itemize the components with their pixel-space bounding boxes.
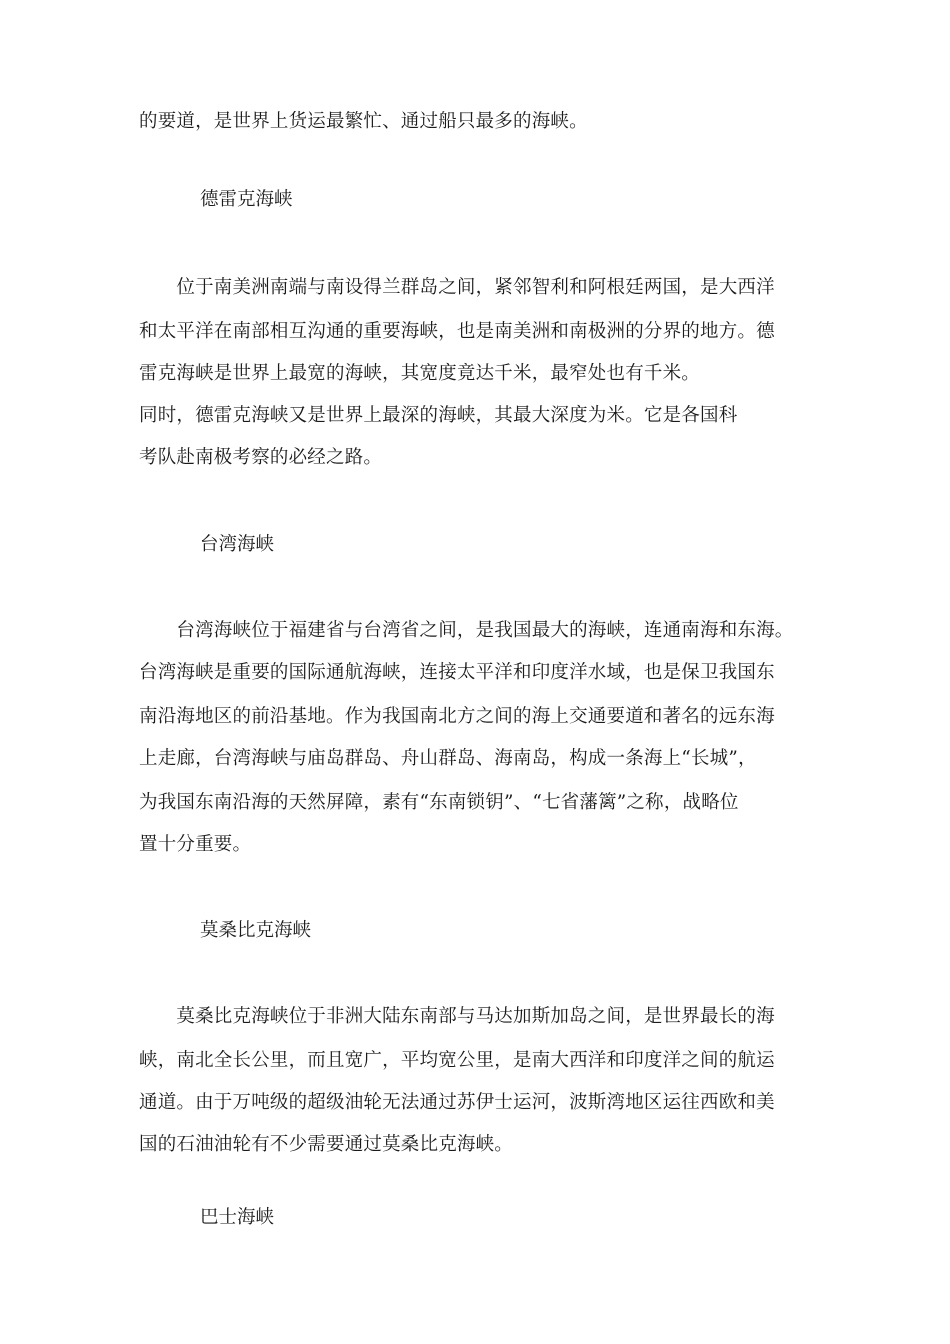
section-heading-bashi-channel: 巴士海峡	[200, 1207, 275, 1228]
section-heading-mozambique-channel: 莫桑比克海峡	[200, 920, 312, 941]
paragraph-line: 上走廊，台湾海峡与庙岛群岛、舟山群岛、海南岛，构成一条海上“长城”，	[139, 748, 757, 769]
paragraph-line: 莫桑比克海峡位于非洲大陆东南部与马达加斯加岛之间，是世界最长的海	[139, 1006, 775, 1027]
paragraph-line: 峡，南北全长公里，而且宽广，平均宽公里，是南大西洋和印度洋之间的航运	[139, 1050, 775, 1071]
paragraph-line: 南沿海地区的前沿基地。作为我国南北方之间的海上交通要道和著名的远东海	[139, 706, 775, 727]
paragraph-line: 为我国东南沿海的天然屏障，素有“东南锁钥”、“七省藩篱”之称，战略位	[139, 792, 739, 813]
paragraph-line: 置十分重要。	[139, 834, 252, 855]
paragraph-line: 和太平洋在南部相互沟通的重要海峡，也是南美洲和南极洲的分界的地方。德	[139, 321, 775, 342]
section-heading-drake-passage: 德雷克海峡	[200, 189, 293, 210]
section-heading-taiwan-strait: 台湾海峡	[200, 534, 275, 555]
paragraph-line: 国的石油油轮有不少需要通过莫桑比克海峡。	[139, 1134, 514, 1155]
paragraph-line: 考队赴南极考察的必经之路。	[139, 447, 383, 468]
paragraph-line: 的要道，是世界上货运最繁忙、通过船只最多的海峡。	[139, 111, 588, 132]
paragraph-line: 雷克海峡是世界上最宽的海峡，其宽度竟达千米，最窄处也有千米。	[139, 363, 701, 384]
paragraph-line: 位于南美洲南端与南设得兰群岛之间，紧邻智利和阿根廷两国，是大西洋	[139, 277, 775, 298]
paragraph-line: 台湾海峡位于福建省与台湾省之间，是我国最大的海峡，连通南海和东海。	[139, 620, 794, 641]
paragraph-line: 台湾海峡是重要的国际通航海峡，连接太平洋和印度洋水域，也是保卫我国东	[139, 662, 775, 683]
paragraph-line: 同时，德雷克海峡又是世界上最深的海峡，其最大深度为米。它是各国科	[139, 405, 738, 426]
paragraph-line: 通道。由于万吨级的超级油轮无法通过苏伊士运河，波斯湾地区运往西欧和美	[139, 1092, 775, 1113]
